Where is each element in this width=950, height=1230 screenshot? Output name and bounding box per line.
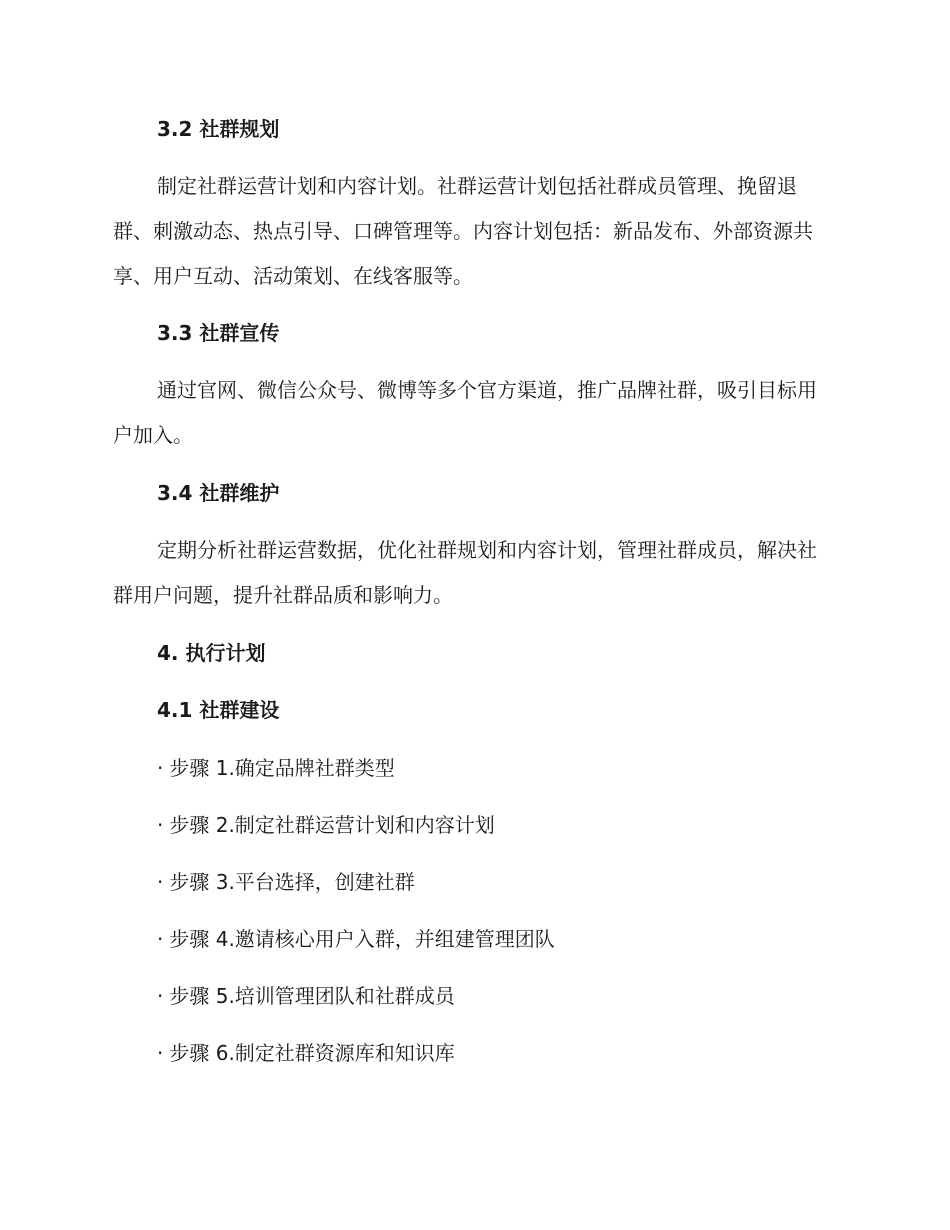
section-3-4-body: 定期分析社群运营数据，优化社群规划和内容计划，管理社群成员，解决社群用户问题，提升社群品质和影响力。: [113, 538, 817, 607]
list-item-step-4: [157, 925, 555, 953]
section-3-2-body: 制定社群运营计划和内容计划。社群运营计划包括社群成员管理、挽留退群、刺激动态、热点引导、口碑管理等。内容计划包括：新品发布、外部资源共享、用户互动、活动策划、在线客服等。: [113, 174, 813, 288]
section-3-2-heading: 3.2 社群规划: [157, 117, 280, 141]
list-item-step-5: [157, 982, 455, 1010]
section-4-heading: 4. 执行计划: [157, 641, 266, 665]
step-text: 步骤 5.培训管理团队和社群成员: [169, 984, 455, 1008]
step-text: 步骤 3.平台选择，创建社群: [169, 870, 415, 894]
bullet-dot-icon: ·: [157, 813, 164, 837]
section-3-3-heading: 3.3 社群宣传: [157, 321, 280, 345]
step-text: 步骤 1.确定品牌社群类型: [169, 756, 395, 780]
section-3-4-heading: 3.4 社群维护: [157, 481, 280, 505]
list-item-step-1: [157, 754, 395, 782]
bullet-dot-icon: ·: [157, 927, 164, 951]
step-text: 步骤 6.制定社群资源库和知识库: [169, 1041, 455, 1065]
section-3-3-body: 通过官网、微信公众号、微博等多个官方渠道，推广品牌社群，吸引目标用户加入。: [113, 378, 817, 447]
bullet-dot-icon: ·: [157, 756, 164, 780]
step-text: 步骤 4.邀请核心用户入群，并组建管理团队: [169, 927, 555, 951]
bullet-dot-icon: ·: [157, 984, 164, 1008]
bullet-dot-icon: ·: [157, 870, 164, 894]
list-item-step-3: [157, 868, 415, 896]
list-item-step-6: [157, 1039, 455, 1067]
step-text: 步骤 2.制定社群运营计划和内容计划: [169, 813, 495, 837]
bullet-dot-icon: ·: [157, 1041, 164, 1065]
list-item-step-2: [157, 811, 495, 839]
section-4-1-heading: 4.1 社群建设: [157, 698, 280, 722]
